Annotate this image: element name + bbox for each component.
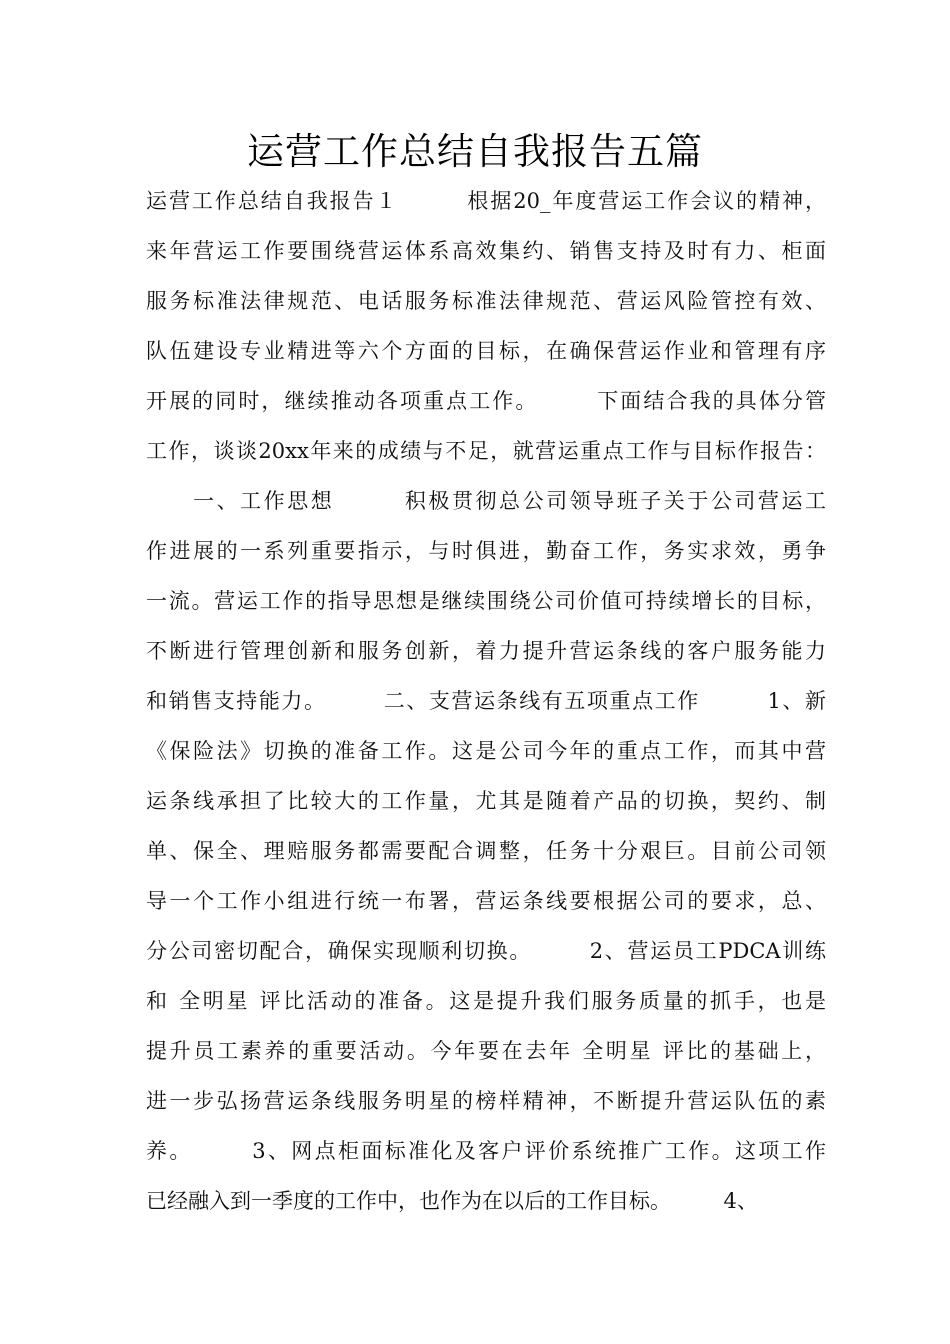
body-line: 一流。营运工作的指导思想是继续围绕公司价值可持续增长的目标， [146,589,826,613]
body-line: 作进展的一系列重要指示，与时俱进，勤奋工作，务实求效，勇争 [146,539,826,563]
body-line: 一、工作思想 积极贯彻总公司领导班子关于公司营运工 [146,489,826,513]
body-line: 进一步弘扬营运条线服务明星的榜样精神，不断提升营运队伍的素 [146,1089,826,1113]
body-line: 《保险法》切换的准备工作。这是公司今年的重点工作，而其中营 [146,739,826,763]
body-line: 运营工作总结自我报告１ 根据20_年度营运工作会议的精神， [146,189,826,213]
body-line: 不断进行管理创新和服务创新，着力提升营运条线的客户服务能力 [146,639,826,663]
body-line: 队伍建设专业精进等六个方面的目标，在确保营运作业和管理有序 [146,339,826,363]
body-line: 养。 3、网点柜面标准化及客户评价系统推广工作。这项工作 [146,1139,826,1163]
body-line: 分公司密切配合，确保实现顺利切换。 2、营运员工PDCA训练 [146,939,826,963]
body-line: 提升员工素养的重要活动。今年要在去年 全明星 评比的基础上， [146,1039,826,1063]
body-line: 开展的同时，继续推动各项重点工作。 下面结合我的具体分管 [146,389,826,413]
document-body [146,176,826,1226]
body-line: 已经融入到一季度的工作中，也作为在以后的工作目标。 4、 [146,1189,758,1213]
body-line: 运条线承担了比较大的工作量，尤其是随着产品的切换，契约、制 [146,789,826,813]
body-line: 和销售支持能力。 二、支营运条线有五项重点工作 1、新 [146,689,826,713]
body-line: 来年营运工作要围绕营运体系高效集约、销售支持及时有力、柜面 [146,239,826,263]
body-line: 服务标准法律规范、电话服务标准法律规范、营运风险管控有效、 [146,289,826,313]
body-line: 工作，谈谈20xx年来的成绩与不足，就营运重点工作与目标作报告： [146,439,826,463]
document-title: 运营工作总结自我报告五篇 [247,130,703,173]
body-line: 导一个工作小组进行统一布署，营运条线要根据公司的要求，总、 [146,889,826,913]
body-line: 和 全明星 评比活动的准备。这是提升我们服务质量的抓手，也是 [146,989,826,1013]
body-line: 单、保全、理赔服务都需要配合调整，任务十分艰巨。目前公司领 [146,839,826,863]
